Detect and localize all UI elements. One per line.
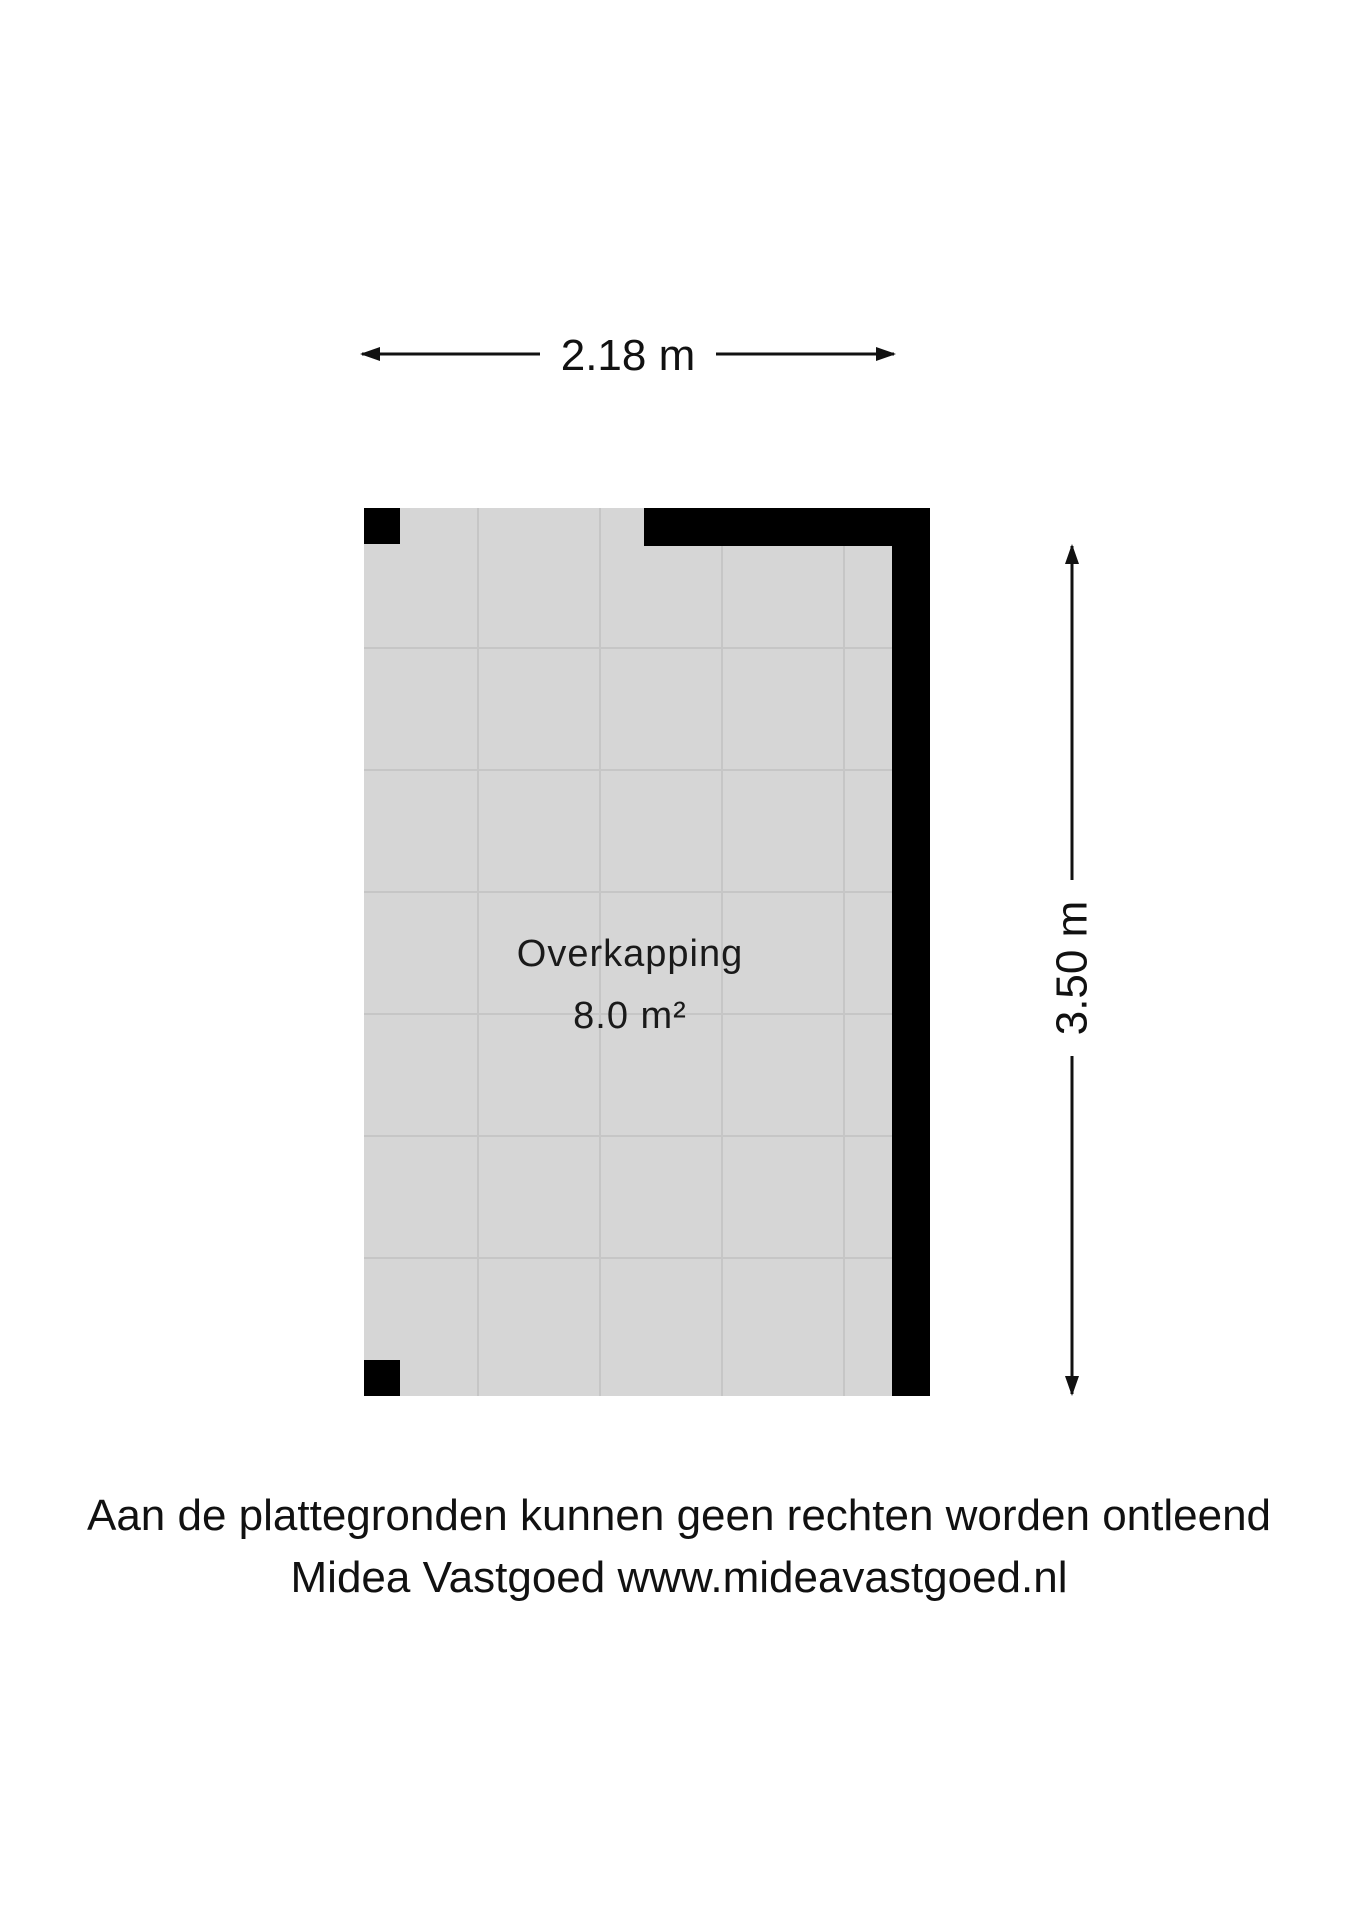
room-area-label: 8.0 m² — [573, 995, 687, 1037]
room-name-label: Overkapping — [516, 933, 744, 975]
top-wall — [644, 508, 930, 546]
company-credit-text: Midea Vastgoed www.mideavastgoed.nl — [290, 1553, 1068, 1602]
height-dimension — [1048, 546, 1097, 1394]
height-dimension-label: 3.50 m — [1047, 900, 1097, 1036]
width-dimension — [362, 331, 894, 380]
column-bottom-left — [364, 1360, 400, 1396]
column-top-left — [364, 508, 400, 544]
disclaimer-text: Aan de plattegronden kunnen geen rechten worden ontleend — [86, 1491, 1272, 1540]
right-wall — [892, 508, 930, 1396]
width-dimension-label: 2.18 m — [560, 331, 696, 380]
